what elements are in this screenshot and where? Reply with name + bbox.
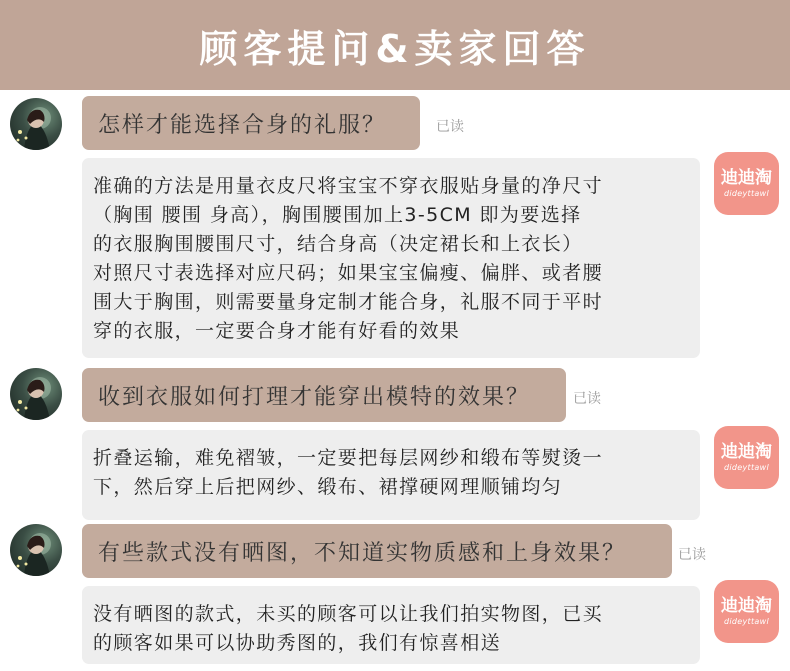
answer-line: 穿的衣服，一定要合身才能有好看的效果 [93,320,461,342]
answer-bubble [82,430,700,520]
seller-name: 迪迪淘 [721,442,772,462]
question-bubble [82,368,566,422]
seller-avatar [714,580,779,643]
answer-line: 的顾客如果可以协助秀图的，我们有惊喜相送 [93,632,502,654]
answer-line: 下，然后穿上后把网纱、缎布、裙撑硬网理顺铺均匀 [93,476,563,498]
seller-name: 迪迪淘 [721,596,772,616]
question-text: 怎样才能选择合身的礼服？ [98,112,387,138]
seller-subtitle: dideyttawl [724,463,769,472]
customer-avatar [10,524,62,576]
read-status: 已读 [678,547,706,563]
seller-avatar [714,152,779,215]
seller-name: 迪迪淘 [721,168,772,188]
answer-line: 准确的方法是用量衣皮尺将宝宝不穿衣服贴身量的净尺寸 [93,175,604,197]
read-status: 已读 [436,119,464,135]
customer-avatar [10,368,62,420]
answer-bubble [82,586,700,664]
seller-avatar [714,426,779,489]
question-text: 收到衣服如何打理才能穿出模特的效果？ [98,384,531,410]
answer-line: 围大于胸围，则需要量身定制才能合身，礼服不同于平时 [93,291,604,313]
answer-line: 对照尺寸表选择对应尺码；如果宝宝偏瘦、偏胖、或者腰 [93,262,604,284]
answer-bubble [82,158,700,358]
question-bubble [82,524,672,578]
header-banner [0,0,790,90]
answer-line: （胸围 腰围 身高），胸围腰围加上3-5CM 即为要选择 [93,204,582,226]
answer-line: 折叠运输，难免褶皱，一定要把每层网纱和缎布等熨烫一 [93,447,604,469]
seller-subtitle: dideyttawl [724,617,769,626]
answer-line: 的衣服胸围腰围尺寸，结合身高（决定裙长和上衣长） [93,233,583,255]
customer-avatar [10,98,62,150]
answer-line: 没有晒图的款式，未买的顾客可以让我们拍实物图，已买 [93,603,604,625]
question-bubble [82,96,420,150]
question-text: 有些款式没有晒图，不知道实物质感和上身效果？ [98,540,627,566]
page-title: 顾客提问&卖家回答 [199,26,591,71]
seller-subtitle: dideyttawl [724,189,769,198]
read-status: 已读 [573,391,601,407]
